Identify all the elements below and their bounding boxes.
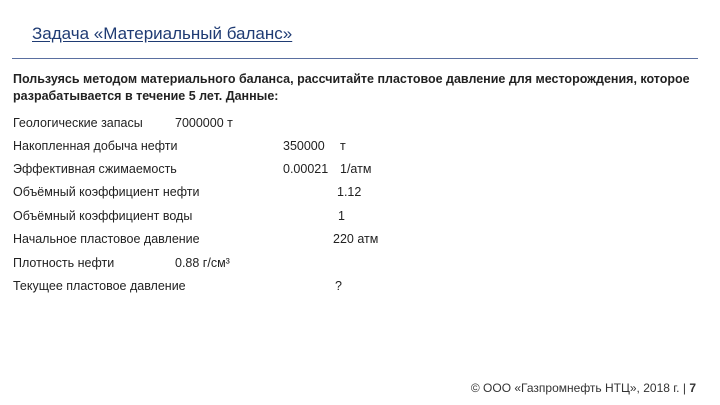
param-value: 0.88 г/см³	[175, 256, 230, 270]
footer-copyright: © ООО «Газпромнефть НТЦ», 2018 г. |	[470, 381, 686, 395]
slide-footer	[471, 381, 696, 395]
param-label: Объёмный коэффициент нефти	[13, 185, 200, 199]
page-number: 7	[689, 381, 696, 395]
param-row-compressibility	[13, 162, 372, 176]
param-row-oil-fvf	[13, 185, 362, 199]
param-label: Начальное пластовое давление	[13, 232, 200, 246]
param-row-geological-reserves	[13, 116, 233, 130]
param-value: 0.00021	[283, 162, 329, 176]
param-row-cumulative-oil	[13, 139, 346, 153]
param-value: ?	[335, 279, 342, 293]
param-label: Текущее пластовое давление	[13, 279, 186, 293]
param-value: 7000000 т	[175, 116, 233, 130]
param-label: Эффективная сжимаемость	[13, 162, 177, 176]
param-row-initial-pressure	[13, 232, 379, 246]
task-description: Пользуясь методом материального баланса, рассчитайте пластовое давление для месторождения, которое разрабатывается в течение 5 лет. Данные:	[13, 72, 690, 103]
param-value: 1.12	[337, 185, 362, 199]
param-row-current-pressure	[13, 279, 342, 293]
param-value: 1	[338, 209, 345, 223]
param-label: Накопленная добыча нефти	[13, 139, 178, 153]
param-value: 220 атм	[333, 232, 379, 246]
param-label: Объёмный коэффициент воды	[13, 209, 193, 223]
param-unit: 1/атм	[340, 162, 372, 176]
param-unit: т	[340, 139, 346, 153]
slide-title: Задача «Материальный баланс»	[32, 24, 293, 43]
title-divider	[12, 58, 698, 59]
param-value: 350000	[283, 139, 325, 153]
param-row-oil-density	[13, 256, 230, 270]
param-row-water-fvf	[13, 209, 345, 223]
param-label: Плотность нефти	[13, 256, 115, 270]
param-label: Геологические запасы	[13, 116, 143, 130]
